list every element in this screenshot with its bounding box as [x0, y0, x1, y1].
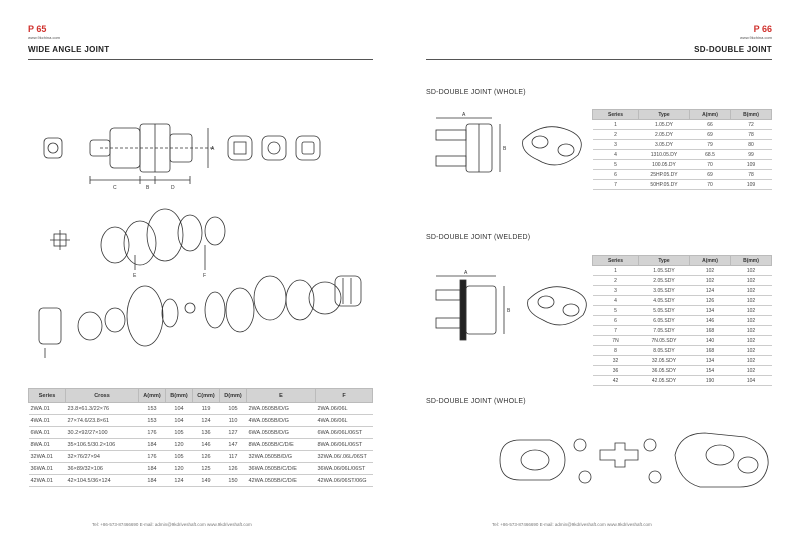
table-cell: 32.05.SDY: [639, 356, 690, 366]
dim-label-d: D: [171, 185, 175, 191]
table-row: [593, 286, 772, 296]
table-header-row: [593, 110, 772, 120]
table-cell: 36: [593, 366, 639, 376]
table-cell: 146: [193, 439, 220, 451]
table-cell: 80: [731, 140, 772, 150]
table-cell: 6WA.06/06L/06ST: [316, 427, 373, 439]
table-cell: 102: [690, 266, 731, 276]
table-cell: 30.2×92/27×100: [66, 427, 139, 439]
table-cell: 25HP.05.DY: [639, 170, 690, 180]
website: www.9kchina.com: [28, 35, 61, 40]
table-cell: 36×89/32×106: [66, 463, 139, 475]
col-header: A(mm): [690, 256, 731, 266]
right-page: [400, 0, 800, 546]
table-row: [593, 316, 772, 326]
title-rule: [28, 59, 373, 60]
table-cell: 125: [193, 463, 220, 475]
table-cell: 100.05.DY: [639, 160, 690, 170]
table-cell: 168: [690, 346, 731, 356]
table-cell: 119: [193, 403, 220, 415]
table-cell: 102: [731, 366, 772, 376]
table-cell: 104: [166, 403, 193, 415]
table-cell: 102: [731, 326, 772, 336]
footer-contact: Tel: +86-573-87466690 E-mail: admin@9kdriveshaft.com www.9kdriveshaft.com: [492, 522, 652, 527]
table-cell: 102: [690, 276, 731, 286]
table-cell: 70: [690, 160, 731, 170]
table-cell: 102: [731, 276, 772, 286]
page-title: SD-DOUBLE JOINT: [694, 45, 772, 54]
page-title: WIDE ANGLE JOINT: [28, 45, 110, 54]
table-cell: 4: [593, 296, 639, 306]
table-cell: 1: [593, 266, 639, 276]
table-cell: 4WA.01: [29, 415, 66, 427]
table-cell: 66: [690, 120, 731, 130]
table-row: [29, 463, 373, 475]
table-row: [29, 475, 373, 487]
table-cell: 154: [690, 366, 731, 376]
table-cell: 2: [593, 130, 639, 140]
col-header: D(mm): [220, 389, 247, 403]
table-row: [593, 366, 772, 376]
table-cell: 102: [731, 336, 772, 346]
table-row: [593, 170, 772, 180]
table-row: [593, 306, 772, 316]
table-header-row: [29, 389, 373, 403]
table-cell: 168: [690, 326, 731, 336]
table-cell: 3.05.DY: [639, 140, 690, 150]
table-cell: 69: [690, 170, 731, 180]
website: www.9kchina.com: [739, 35, 772, 40]
table-cell: 176: [139, 427, 166, 439]
table-cell: 2WA.06/06L: [316, 403, 373, 415]
col-header: Series: [593, 256, 639, 266]
table-cell: 4: [593, 150, 639, 160]
table-cell: 7N.05.SDY: [639, 336, 690, 346]
table-cell: 105: [166, 427, 193, 439]
table-row: [593, 346, 772, 356]
table-cell: 4.05.SDY: [639, 296, 690, 306]
table-cell: 8WA.0505B/C/D/E: [247, 439, 316, 451]
table-cell: 36WA.06/06L/06ST: [316, 463, 373, 475]
table-cell: 184: [139, 475, 166, 487]
table-cell: 5.05.SDY: [639, 306, 690, 316]
table-row: [593, 130, 772, 140]
title-rule: [426, 59, 772, 60]
table-cell: 5: [593, 160, 639, 170]
table-row: [593, 150, 772, 160]
table-cell: 42.05.SDY: [639, 376, 690, 386]
col-header: B(mm): [731, 256, 772, 266]
table-cell: 78: [731, 170, 772, 180]
col-header: Series: [29, 389, 66, 403]
dim-label-c: C: [113, 185, 117, 191]
dimension-labels: [40, 120, 370, 200]
table-cell: 2.05.SDY: [639, 276, 690, 286]
table-cell: 6WA.01: [29, 427, 66, 439]
page-number: P 65: [28, 24, 47, 34]
col-header: Cross: [66, 389, 139, 403]
table-cell: 149: [193, 475, 220, 487]
col-header: Series: [593, 110, 639, 120]
sd-double-joint-whole-table: [592, 109, 772, 190]
table-row: [29, 415, 373, 427]
section-title-welded: SD-DOUBLE JOINT (WELDED): [426, 234, 531, 241]
table-cell: 32WA.06/.06L/06ST: [316, 451, 373, 463]
table-cell: 2.05.DY: [639, 130, 690, 140]
table-cell: 120: [166, 463, 193, 475]
dim-label-b: B: [507, 308, 511, 314]
table-cell: 102: [731, 296, 772, 306]
col-header: B(mm): [166, 389, 193, 403]
section-title-whole-exploded: SD-DOUBLE JOINT (WHOLE): [426, 398, 526, 405]
table-cell: 6: [593, 316, 639, 326]
table-cell: 105: [166, 451, 193, 463]
table-cell: 2WA.0505B/D/G: [247, 403, 316, 415]
table-cell: 23.8×61.3/22×76: [66, 403, 139, 415]
table-cell: 70: [690, 180, 731, 190]
table-cell: 99: [731, 150, 772, 160]
table-cell: 176: [139, 451, 166, 463]
table-cell: 120: [166, 439, 193, 451]
table-cell: 79: [690, 140, 731, 150]
sd-double-joint-whole-drawing: [428, 110, 608, 185]
table-cell: 1310.05.DY: [639, 150, 690, 160]
table-cell: 126: [193, 451, 220, 463]
footer-contact: Tel: +86-573-87466690 E-mail: admin@9kdriveshaft.com www.9kdriveshaft.com: [92, 522, 252, 527]
table-cell: 126: [220, 463, 247, 475]
col-header: F: [316, 389, 373, 403]
table-cell: 1.05.SDY: [639, 266, 690, 276]
table-cell: 69: [690, 130, 731, 140]
table-cell: 102: [731, 316, 772, 326]
table-cell: 127: [220, 427, 247, 439]
table-cell: 42: [593, 376, 639, 386]
table-cell: 136: [193, 427, 220, 439]
table-cell: 7: [593, 326, 639, 336]
table-cell: 140: [690, 336, 731, 346]
table-cell: 6: [593, 170, 639, 180]
col-header: B(mm): [731, 110, 772, 120]
table-cell: 153: [139, 415, 166, 427]
table-cell: 6.05.SDY: [639, 316, 690, 326]
table-row: [593, 356, 772, 366]
col-header: A(mm): [690, 110, 731, 120]
part-label-e: E: [133, 273, 137, 279]
table-cell: 184: [139, 463, 166, 475]
table-cell: 8WA.06/06L/06ST: [316, 439, 373, 451]
table-cell: 42WA.06/06ST/06G: [316, 475, 373, 487]
table-cell: 102: [731, 286, 772, 296]
table-cell: 3.05.SDY: [639, 286, 690, 296]
table-cell: 109: [731, 180, 772, 190]
table-row: [593, 336, 772, 346]
sd-double-joint-welded-drawing: [428, 270, 608, 350]
table-cell: 4WA.06/06L: [316, 415, 373, 427]
table-cell: 32×76/27×94: [66, 451, 139, 463]
table-cell: 153: [139, 403, 166, 415]
table-cell: 102: [731, 356, 772, 366]
table-cell: 5: [593, 306, 639, 316]
table-cell: 36.05.SDY: [639, 366, 690, 376]
table-cell: 110: [220, 415, 247, 427]
table-row: [593, 180, 772, 190]
table-cell: 42WA.01: [29, 475, 66, 487]
col-header: E: [247, 389, 316, 403]
table-cell: 68.5: [690, 150, 731, 160]
col-header: Type: [639, 110, 690, 120]
table-cell: 150: [220, 475, 247, 487]
wide-angle-joint-table: [28, 388, 373, 487]
table-cell: 7N: [593, 336, 639, 346]
table-cell: 105: [220, 403, 247, 415]
table-cell: 50HP.05.DY: [639, 180, 690, 190]
table-cell: 8WA.01: [29, 439, 66, 451]
page-number: P 66: [753, 24, 772, 34]
table-cell: 36WA.0505B/C/D/E: [247, 463, 316, 475]
sd-double-joint-welded-table: [592, 255, 772, 386]
table-cell: 72: [731, 120, 772, 130]
table-row: [593, 296, 772, 306]
table-cell: 117: [220, 451, 247, 463]
table-row: [593, 120, 772, 130]
table-cell: 3: [593, 140, 639, 150]
sd-double-joint-exploded-drawing: [490, 415, 780, 505]
table-row: [29, 403, 373, 415]
table-cell: 1.05.DY: [639, 120, 690, 130]
dim-label-b: B: [146, 185, 150, 191]
table-cell: 147: [220, 439, 247, 451]
table-cell: 126: [690, 296, 731, 306]
table-cell: 7.05.SDY: [639, 326, 690, 336]
dim-label-b: B: [503, 146, 507, 152]
table-cell: 134: [690, 306, 731, 316]
table-cell: 32WA.01: [29, 451, 66, 463]
table-cell: 104: [166, 415, 193, 427]
table-cell: 134: [690, 356, 731, 366]
table-cell: 42×104.5/36×124: [66, 475, 139, 487]
table-cell: 27×74.6/23.8×61: [66, 415, 139, 427]
dim-label-a: A: [462, 112, 466, 118]
table-cell: 104: [731, 376, 772, 386]
table-cell: 32: [593, 356, 639, 366]
table-row: [593, 266, 772, 276]
table-cell: 102: [731, 306, 772, 316]
table-cell: 4WA.0505B/D/G: [247, 415, 316, 427]
table-cell: 7: [593, 180, 639, 190]
table-row: [29, 427, 373, 439]
dim-label-a: A: [211, 146, 215, 152]
table-cell: 124: [690, 286, 731, 296]
table-cell: 36WA.01: [29, 463, 66, 475]
table-cell: 2WA.01: [29, 403, 66, 415]
table-cell: 190: [690, 376, 731, 386]
table-row: [29, 439, 373, 451]
col-header: A(mm): [139, 389, 166, 403]
table-cell: 102: [731, 346, 772, 356]
section-title-whole: SD-DOUBLE JOINT (WHOLE): [426, 89, 526, 96]
part-label-f: F: [203, 273, 207, 279]
table-cell: 42WA.0505B/C/D/E: [247, 475, 316, 487]
table-header-row: [593, 256, 772, 266]
table-cell: 102: [731, 266, 772, 276]
table-cell: 109: [731, 160, 772, 170]
col-header: C(mm): [193, 389, 220, 403]
table-cell: 32WA.0505B/D/G: [247, 451, 316, 463]
table-row: [593, 376, 772, 386]
table-row: [593, 326, 772, 336]
table-cell: 146: [690, 316, 731, 326]
dim-label-a: A: [464, 270, 468, 276]
exploded-view-drawing: [35, 268, 370, 363]
table-cell: 78: [731, 130, 772, 140]
table-row: [593, 276, 772, 286]
table-row: [593, 160, 772, 170]
table-cell: 124: [193, 415, 220, 427]
table-cell: 35×106.5/30.2×106: [66, 439, 139, 451]
table-cell: 8: [593, 346, 639, 356]
table-row: [29, 451, 373, 463]
table-cell: 6WA.0505B/D/G: [247, 427, 316, 439]
table-cell: 3: [593, 286, 639, 296]
col-header: Type: [639, 256, 690, 266]
table-row: [593, 140, 772, 150]
table-cell: 8.05.SDY: [639, 346, 690, 356]
table-cell: 1: [593, 120, 639, 130]
table-cell: 184: [139, 439, 166, 451]
table-cell: 2: [593, 276, 639, 286]
table-cell: 124: [166, 475, 193, 487]
